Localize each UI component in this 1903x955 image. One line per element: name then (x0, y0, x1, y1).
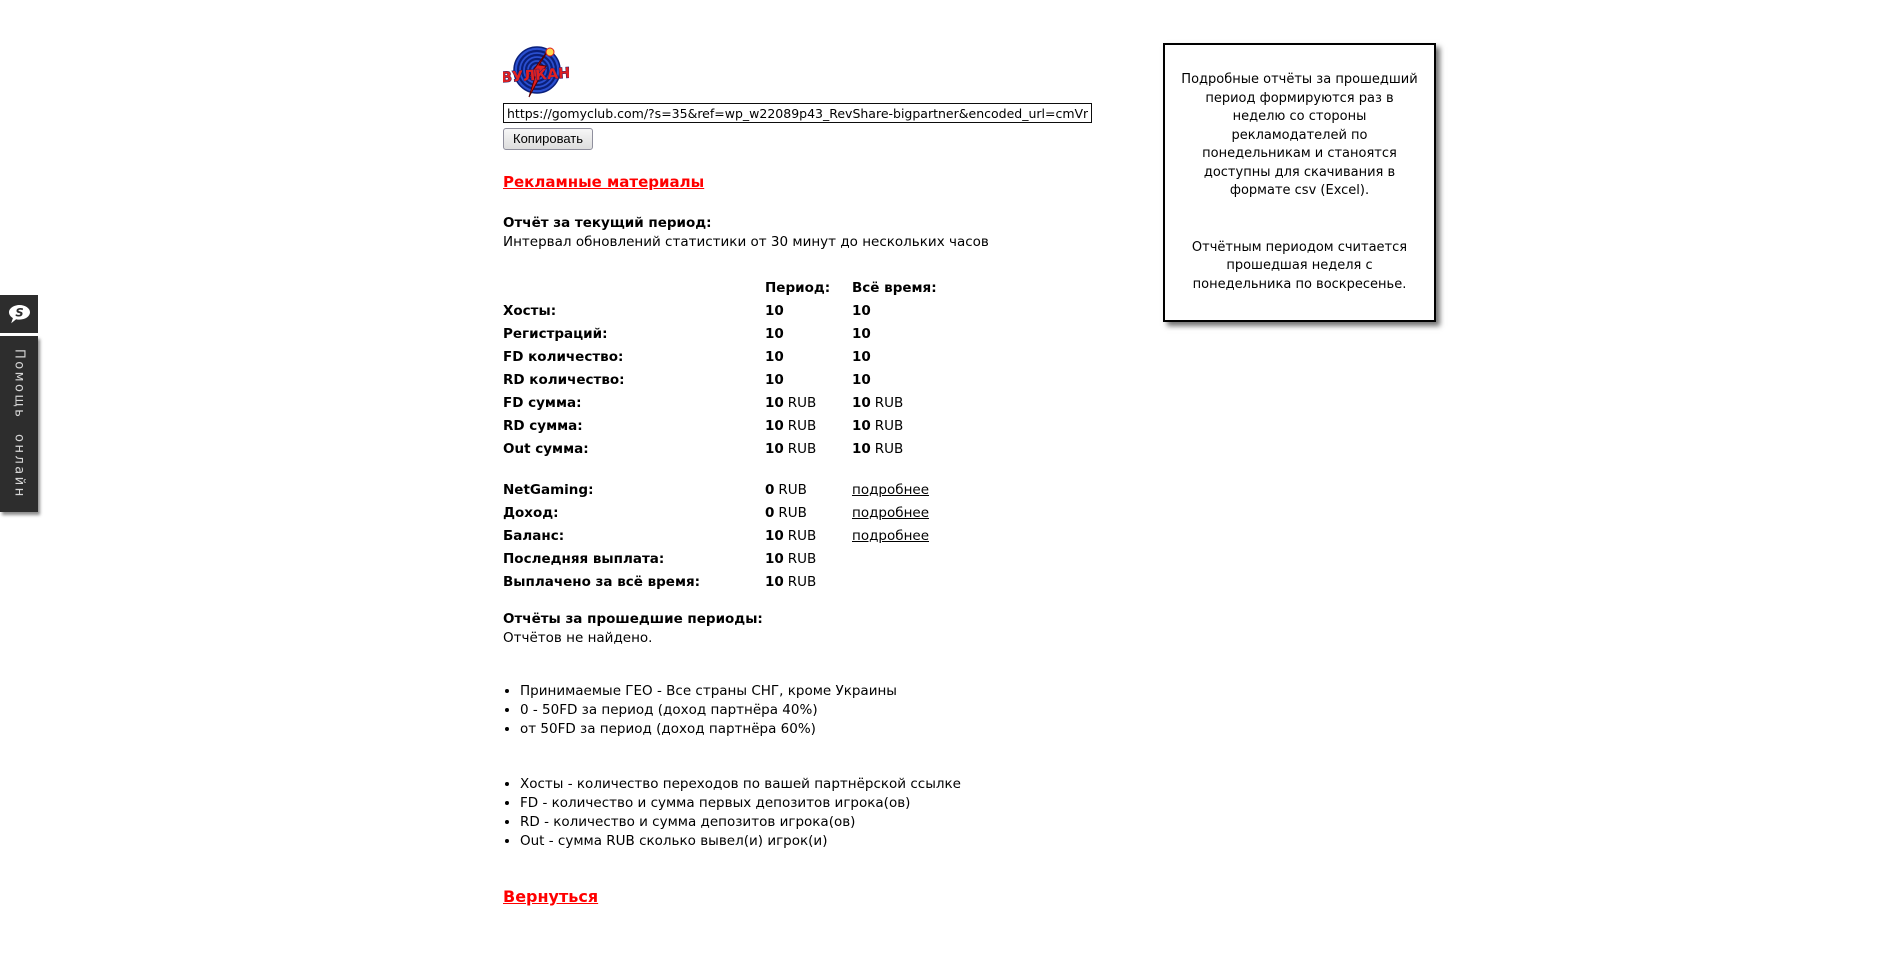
list-item: • RD - количество и сумма депозитов игрока(ов) (520, 813, 1143, 832)
chat-widget (0, 295, 38, 512)
row-label: NetGaming: (503, 482, 594, 498)
list-item: • Принимаемые ГЕО - Все страны СНГ, кроме Украины (520, 682, 1143, 701)
current-period-title: Отчёт за текущий период: (503, 215, 712, 231)
row-label: Баланс: (503, 528, 565, 544)
list-item: • Хосты - количество переходов по вашей партнёрской ссылке (520, 775, 1143, 794)
row-label: FD количество: (503, 349, 624, 365)
chat-icon-letter: S (14, 304, 24, 319)
back-link[interactable]: Вернуться (503, 887, 599, 906)
row-label: Хосты: (503, 303, 557, 319)
chat-launcher[interactable] (0, 295, 38, 333)
table-row: Баланс: 10 RUB подробнее (503, 525, 1143, 548)
list-item: • 0 - 50FD за период (доход партнёра 40%) (520, 701, 1143, 720)
row-label: Доход: (503, 505, 559, 521)
table-row: Последняя выплата: 10 RUB (503, 548, 1143, 571)
update-interval-note: Интервал обновлений статистики от 30 минут до нескольких часов (503, 234, 989, 250)
glossary-list (503, 775, 1143, 851)
spark-icon (546, 48, 554, 56)
table-row: NetGaming: 0 RUB подробнее (503, 479, 1143, 502)
row-label: FD сумма: (503, 395, 582, 411)
table-row: FD сумма: 10 RUB 10 RUB (503, 392, 1143, 415)
table-row: RD сумма: 10 RUB 10 RUB (503, 415, 1143, 438)
details-link[interactable]: подробнее (852, 482, 930, 498)
table-row: Выплачено за всё время: 10 RUB (503, 571, 1143, 594)
past-reports-empty: Отчётов не найдено. (503, 630, 653, 646)
help-online-tab[interactable] (0, 336, 38, 512)
row-label: RD сумма: (503, 418, 583, 434)
stats-header-row (503, 277, 1143, 300)
promo-materials-link[interactable]: Рекламные материалы (503, 173, 705, 191)
vulkan-logo-image (503, 45, 569, 101)
column-header-period: Период: (765, 280, 831, 296)
info-paragraph: Подробные отчёты за прошедший период формируются раз в неделю со стороны рекламодателей по понедельникам и станоятся доступны для скачивания в формате csv (Excel). (1181, 72, 1418, 198)
details-link[interactable]: подробнее (852, 505, 930, 521)
table-row: Регистраций: 10 10 (503, 323, 1143, 346)
stats-table (503, 277, 1143, 461)
table-row: FD количество: 10 10 (503, 346, 1143, 369)
row-label: Последняя выплата: (503, 551, 665, 567)
reports-info-box (1163, 43, 1436, 322)
help-online-label: Помощь онлайн (11, 349, 27, 499)
row-label: Выплачено за всё время: (503, 574, 701, 590)
main-content (503, 45, 1143, 906)
list-item: • от 50FD за период (доход партнёра 60%) (520, 720, 1143, 739)
vulkan-logo-text: ВУЛКАН (503, 65, 569, 87)
chat-bubble-icon (8, 304, 31, 325)
past-reports-title: Отчёты за прошедшие периоды: (503, 611, 763, 627)
table-row: Out сумма: 10 RUB 10 RUB (503, 438, 1143, 461)
terms-list (503, 682, 1143, 739)
balance-table (503, 479, 1143, 594)
info-paragraph: Отчётным периодом считается прошедшая неделя с понедельника по воскресенье. (1191, 239, 1408, 292)
row-label: RD количество: (503, 372, 625, 388)
referral-url-input[interactable] (503, 103, 1092, 123)
table-row: Хосты: 10 10 (503, 300, 1143, 323)
list-item: • Out - сумма RUB сколько вывел(и) игрок(и) (520, 832, 1143, 851)
vulkan-logo[interactable] (503, 45, 569, 101)
row-label: Out сумма: (503, 441, 589, 457)
details-link[interactable]: подробнее (852, 528, 930, 544)
column-header-all-time: Всё время: (852, 280, 937, 296)
copy-button[interactable]: Копировать (503, 128, 593, 150)
table-row: Доход: 0 RUB подробнее (503, 502, 1143, 525)
table-row: RD количество: 10 10 (503, 369, 1143, 392)
row-label: Регистраций: (503, 326, 608, 342)
list-item: • FD - количество и сумма первых депозитов игрока(ов) (520, 794, 1143, 813)
